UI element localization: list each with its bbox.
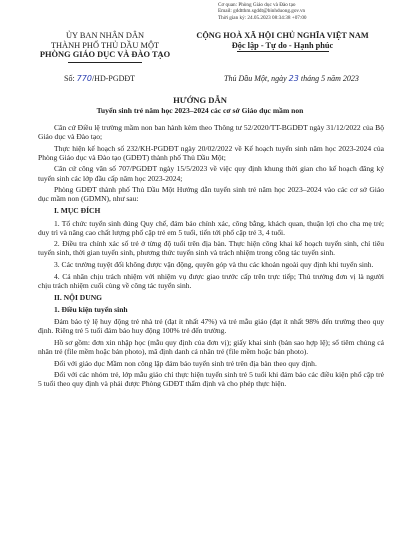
paragraph: Hồ sơ gồm: đơn xin nhập học (mẫu quy định của đơn vị); giấy khai sinh (bản sao hợp lệ); sổ tiêm chủng cá nhân trẻ (file mềm hoặc bản photo), mã định danh cá nhân trẻ (file mềm hoặc bản photo). <box>38 337 384 357</box>
signature-agency: Cơ quan: Phòng Giáo dục và Đào tạo <box>218 2 296 8</box>
date-month-year: tháng 5 năm 2023 <box>300 74 359 83</box>
national-title-block <box>180 31 385 52</box>
paragraph: 1. Tổ chức tuyển sinh đúng Quy chế, đảm bảo chính xác, công bằng, khách quan, thuận lợi cho cha mẹ trẻ; duy trì và nâng cao chất lượng phổ cập trẻ em 5 tuổi, tiến tới phổ cập trẻ 3, 4 tuổi. <box>38 218 384 237</box>
section-heading-content: II. NỘI DUNG <box>54 292 103 302</box>
document-title: HƯỚNG DẪN <box>173 95 227 105</box>
doc-number-suffix: /HD-PGDĐT <box>91 74 136 83</box>
issuing-agency-block <box>30 31 180 63</box>
doc-number-handwritten: 770 <box>76 74 92 83</box>
paragraph: 3. Các trường tuyệt đối không được vận động, quyên góp và thu các khoản ngoài quy định khi tuyển sinh. <box>54 259 374 269</box>
national-title: CỘNG HOÀ XÃ HỘI CHỦ NGHĨA VIỆT NAM <box>196 31 369 40</box>
paragraph: Phòng GDĐT thành phố Thủ Dầu Một Hướng dẫn tuyển sinh trẻ năm học 2023–2024 vào các cơ sở Giáo dục mầm non (GDMN), như sau: <box>38 185 384 204</box>
parent-agency-line-1: ỦY BAN NHÂN DÂN <box>65 31 145 40</box>
signature-email: Email: gddtthm.sgddt@binhduong.gov.vn <box>218 8 306 15</box>
paragraph: 2. Điều tra chính xác số trẻ ở từng độ tuổi trên địa bàn. Thực hiện công khai kế hoạch tuyển sinh, chỉ tiêu tuyển sinh, thời gian tuyển sinh, phương thức tuyển sinh và trách nhiệm trong công tác tuyển sinh. <box>38 239 384 258</box>
paragraph: 4. Cá nhân chịu trách nhiệm với nhiệm vụ được giao trước cấp trên trực tiếp; Thủ trưởng đơn vị là người chịu trách nhiệm cuối cùng về công tác tuyển sinh. <box>38 271 384 290</box>
document-subtitle: Tuyển sinh trẻ năm học 2023–2024 các cơ sở Giáo dục mầm non <box>96 106 304 115</box>
document-body <box>38 123 384 391</box>
paragraph: Đối với các nhóm trẻ, lớp mẫu giáo chỉ thực hiện tuyển sinh trẻ 5 tuổi khi đảm bảo các điều kiện phổ cập trẻ 5 tuổi theo quy định và phải được Phòng GDĐT thẩm định và cho phép thực hiện. <box>38 370 384 389</box>
paragraph: Đảm bảo tỷ lệ huy động trẻ nhà trẻ (đạt ít nhất 47%) và trẻ mẫu giáo (đạt ít nhất 98% đến trường theo quy định. Riêng trẻ 5 tuổi đảm bảo huy động 100% trẻ đến trường. <box>38 317 384 336</box>
parent-agency-line-2: THÀNH PHỐ THỦ DẦU MỘT <box>50 40 160 50</box>
digital-signature-box <box>218 2 388 21</box>
date-place: Thủ Dầu Một, ngày <box>224 74 287 83</box>
section-heading-purpose: I. MỤC ĐÍCH <box>54 206 101 216</box>
date-day-handwritten: 23 <box>288 74 299 83</box>
signature-time: Thời gian ký: 24.05.2023 08:34:38 +07:00 <box>218 14 307 21</box>
issuing-agency: PHÒNG GIÁO DỤC VÀ ĐÀO TẠO <box>39 50 171 60</box>
paragraph: Căn cứ công văn số 707/PGDĐT ngày 15/5/2023 về việc quy định khung thời gian cho kế hoạch đăng ký tuyển sinh các lớp đầu cấp năm học 2023-2024; <box>38 164 384 183</box>
subsection-heading-conditions: 1. Điều kiện tuyển sinh <box>54 305 128 314</box>
agency-underline <box>68 62 142 63</box>
motto-underline <box>237 51 329 52</box>
doc-number-prefix: Số: <box>64 74 75 83</box>
issue-date <box>224 74 359 83</box>
paragraph: Đối với giáo dục Mầm non công lập đảm bảo tuyển sinh trẻ trên địa bàn theo quy định. <box>54 358 317 368</box>
paragraph: Thực hiện kế hoạch số 232/KH-PGDĐT ngày 20/02/2022 về Kế hoạch tuyển sinh năm học 2023-2024 của Phòng Giáo dục và Đào tạo (GDĐT) thành phố Thủ Dầu Một; <box>38 143 384 162</box>
document-number <box>64 74 135 83</box>
paragraph: Căn cứ Điều lệ trường mầm non ban hành kèm theo Thông tư 52/2020/TT-BGDĐT ngày 31/12/2022 của Bộ Giáo dục và Đào tạo; <box>38 123 384 142</box>
national-motto: Độc lập - Tự do - Hạnh phúc <box>231 40 334 50</box>
